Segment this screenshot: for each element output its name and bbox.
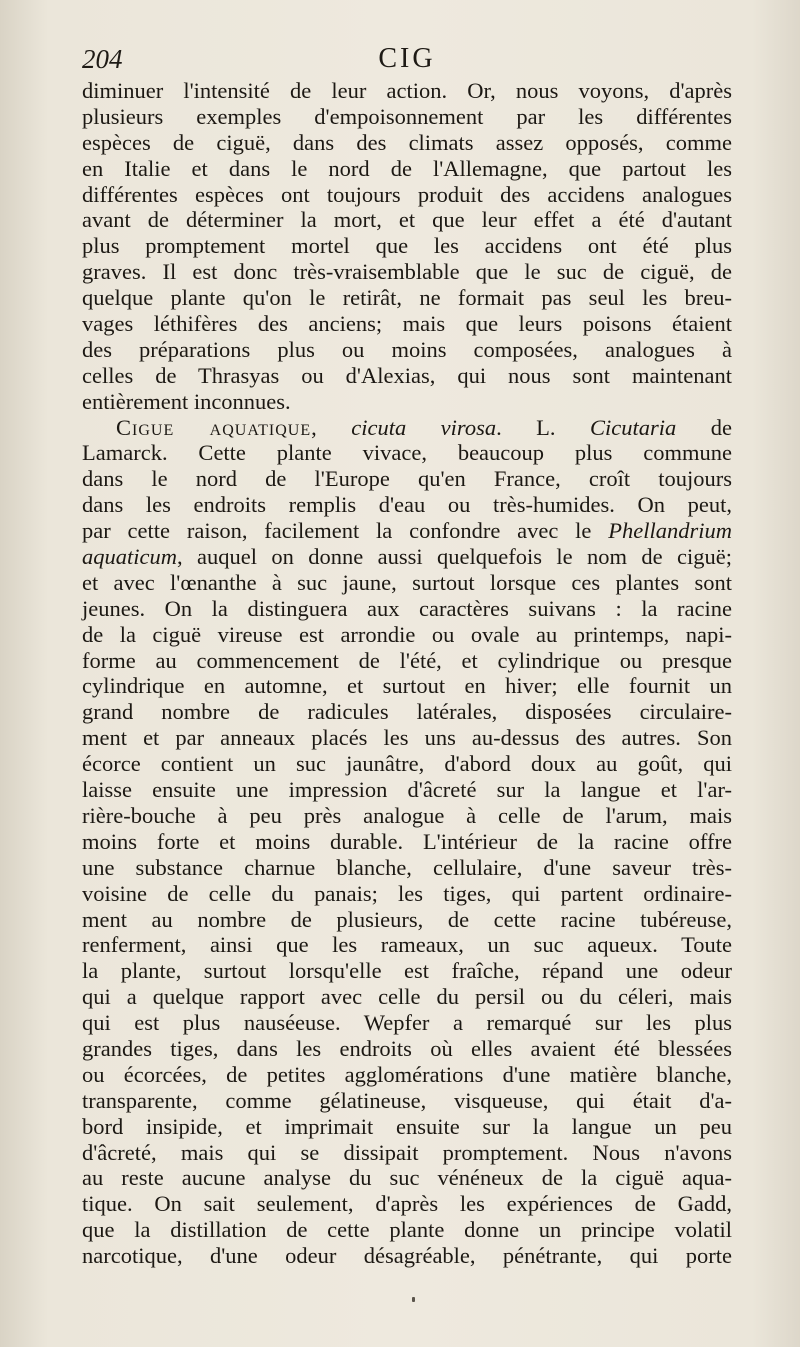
- latin-name: cicuta virosa: [351, 414, 497, 440]
- text-line: au reste aucune analyse du suc vénéneux de la ciguë aqua-: [82, 1165, 732, 1191]
- text-line: [82, 544, 732, 570]
- text-line: grand nombre de radicules latérales, disposées circulaire-: [82, 699, 732, 725]
- alternate-name: Cicutaria: [590, 414, 677, 440]
- text-line: espèces de ciguë, dans des climats assez opposés, comme: [82, 129, 732, 155]
- text-line: dans les endroits remplis d'eau ou très-humides. On peut,: [82, 492, 732, 518]
- paragraph-2: [82, 415, 732, 1269]
- text-line: entièrement inconnues.: [82, 388, 291, 414]
- text-line: ment et par anneaux placés les uns au-dessus des autres. Son: [82, 725, 732, 751]
- text-line: la plante, surtout lorsqu'elle est fraîche, répand une odeur: [82, 958, 732, 984]
- entry-heading-line: [82, 415, 732, 441]
- text-line: dans le nord de l'Europe qu'en France, croît toujours: [82, 466, 732, 492]
- text-line: de la ciguë vireuse est arrondie ou ovale au printemps, napi-: [82, 621, 732, 647]
- text-line: plusieurs exemples d'empoisonnement par les différentes: [82, 103, 732, 129]
- running-head: CIG: [378, 43, 436, 74]
- paragraph-1: [82, 78, 732, 415]
- text-line: narcotique, d'une odeur désagréable, pénétrante, qui porte: [82, 1243, 732, 1269]
- text-line: une substance charnue blanche, cellulaire, d'une saveur très-: [82, 854, 732, 880]
- text-line: en Italie et dans le nord de l'Allemagne, que partout les: [82, 155, 732, 181]
- page-header: [82, 40, 732, 80]
- text-line: ment au nombre de plusieurs, de cette racine tubéreuse,: [82, 906, 732, 932]
- text-line: ou écorcées, de petites agglomérations d'une matière blanche,: [82, 1061, 732, 1087]
- text-line: différentes espèces ont toujours produit des accidens analogues: [82, 181, 732, 207]
- text-line: quelque plante qu'on le retirât, ne formait pas seul les breu-: [82, 285, 732, 311]
- body-text: [82, 78, 732, 1269]
- separator: . L.: [496, 414, 591, 440]
- page-number: 204: [82, 44, 123, 74]
- text-line: celles de Thrasyas ou d'Alexias, qui nous sont maintenant: [82, 362, 732, 388]
- text-line: d'âcreté, mais qui se dissipait promptement. Nous n'avons: [82, 1139, 732, 1165]
- entry-heading: Cigue aquatique: [116, 414, 312, 440]
- text-line: rière-bouche à peu près analogue à celle de l'arum, mais: [82, 802, 732, 828]
- italic-term: Phellandrium: [608, 518, 732, 544]
- italic-term: aquaticum: [82, 544, 177, 570]
- line-segment: par cette raison, facilement la confondre avec le: [82, 518, 609, 544]
- text-line: graves. Il est donc très-vraisemblable que le suc de ciguë, de: [82, 259, 732, 285]
- text-line: qui a quelque rapport avec celle du persil ou du céleri, mais: [82, 984, 732, 1010]
- text-line: voisine de celle du panais; les tiges, qui partent ordinaire-: [82, 880, 732, 906]
- text-line: Lamarck. Cette plante vivace, beaucoup plus commune: [82, 440, 732, 466]
- text-line: bord insipide, et imprimait ensuite sur la langue un peu: [82, 1113, 732, 1139]
- text-line: moins forte et moins durable. L'intérieur de la racine offre: [82, 828, 732, 854]
- text-line: renferment, ainsi que les rameaux, un suc aqueux. Toute: [82, 932, 732, 958]
- text-line: cylindrique en automne, et surtout en hiver; elle fournit un: [82, 673, 732, 699]
- text-line: jeunes. On la distinguera aux caractères suivans : la racine: [82, 595, 732, 621]
- separator: de: [676, 414, 732, 440]
- text-line: forme au commencement de l'été, et cylindrique ou presque: [82, 647, 732, 673]
- paper-speck: [412, 1297, 415, 1302]
- text-line: des préparations plus ou moins composées, analogues à: [82, 336, 732, 362]
- text-line: avant de déterminer la mort, et que leur effet a été d'autant: [82, 207, 732, 233]
- text-line: grandes tiges, dans les endroits où elles avaient été blessées: [82, 1035, 732, 1061]
- text-line: transparente, comme gélatineuse, visqueuse, qui était d'a-: [82, 1087, 732, 1113]
- text-line: et avec l'œnanthe à suc jaune, surtout lorsque ces plantes sont: [82, 569, 732, 595]
- text-line: tique. On sait seulement, d'après les expériences de Gadd,: [82, 1191, 732, 1217]
- separator: ,: [311, 414, 352, 440]
- text-line: vages léthifères des anciens; mais que leurs poisons étaient: [82, 311, 732, 337]
- text-line: écorce contient un suc jaunâtre, d'abord doux au goût, qui: [82, 751, 732, 777]
- text-line: laisse ensuite une impression d'âcreté sur la langue et l'ar-: [82, 777, 732, 803]
- text-line: plus promptement mortel que les accidens ont été plus: [82, 233, 732, 259]
- line-segment: , auquel on donne aussi quelquefois le nom de ciguë;: [177, 544, 732, 570]
- text-line: qui est plus nauséeuse. Wepfer a remarqué sur les plus: [82, 1010, 732, 1036]
- text-line: diminuer l'intensité de leur action. Or, nous voyons, d'après: [82, 78, 732, 103]
- text-line: que la distillation de cette plante donne un principe volatil: [82, 1217, 732, 1243]
- text-line: [82, 518, 732, 544]
